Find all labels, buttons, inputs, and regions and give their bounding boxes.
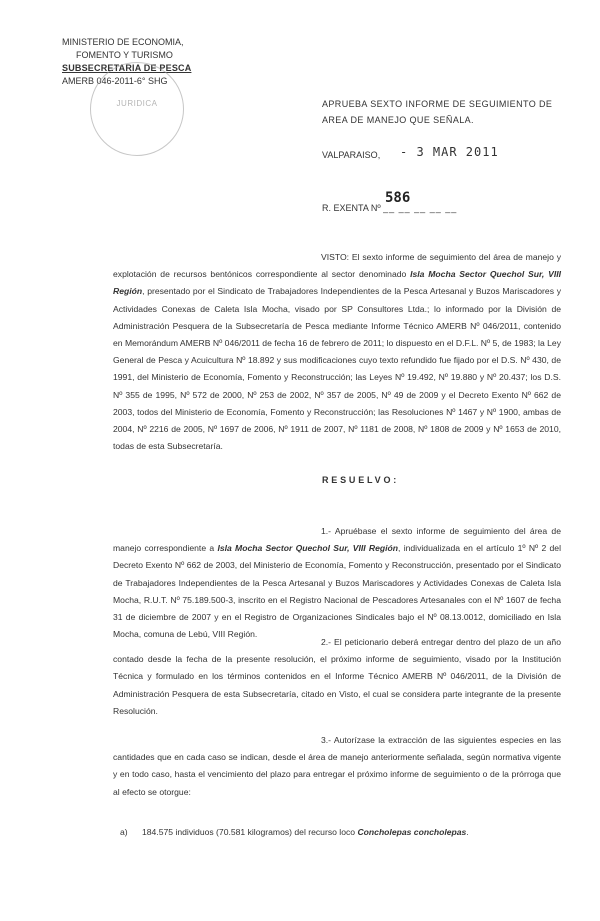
item-a-text: 184.575 individuos (70.581 kilogramos) del recurso loco: [142, 827, 358, 837]
visto-sector-name: Isla Mocha Sector Quechol Sur, VIII Región: [113, 269, 561, 297]
header-line-4: AMERB 046-2011-6° SHG: [62, 76, 168, 86]
seal-text: JURIDICA: [116, 99, 158, 108]
header-line-3: SUBSECRETARIA DE PESCA: [62, 63, 192, 73]
paragraph-2: [113, 634, 561, 720]
visto-text-1: El sexto informe de seguimiento del área de manejo y explotación de recursos bentónicos correspondiente al sector denominado: [113, 252, 561, 280]
resuelvo-heading: RESUELVO:: [322, 475, 400, 485]
paragraph-1: [113, 523, 561, 643]
header-line-2: FOMENTO Y TURISMO: [76, 50, 173, 60]
para3-text: 3.- Autorízase la extracción de las siguientes especies en las cantidades que en cada caso se indican, desde el área de manejo anteriormente señalada, según normativa vigente y en todo caso, hasta el vencimiento del plazo para entregar el próximo informe de seguimiento o de la prórroga que al efecto se otorgue:: [113, 735, 561, 797]
para1-text-1: 1.- Apruébase el sexto informe de seguimiento del área de manejo correspondiente a: [113, 526, 561, 554]
document-title: APRUEBA SEXTO INFORME DE SEGUIMIENTO DE AREA DE MANEJO QUE SEÑALA.: [322, 99, 553, 125]
item-a-label: a): [120, 827, 128, 837]
resolution-underline: __ __ __ __ __: [383, 203, 458, 213]
item-a-end: .: [466, 827, 469, 837]
para2-text: 2.- El peticionario deberá entregar dentro del plazo de un año contado desde la fecha de la presente resolución, el próximo informe de seguimiento, visado por la Institución Técnica y formulado en los términos contenidos en el Informe Técnico AMERB Nº 046/2011, de la División de Administración Pesquera de esta Subsecretaría, citado en Visto, el cual se considera parte integrante de la presente Resolución.: [113, 637, 561, 716]
header-line-1: MINISTERIO DE ECONOMIA,: [62, 37, 184, 47]
item-a-species: Concholepas concholepas: [357, 827, 467, 837]
juridica-seal-stamp: [90, 62, 184, 156]
place-label: VALPARAISO,: [322, 150, 381, 160]
list-item-a: [120, 827, 469, 837]
visto-lead: VISTO:: [321, 252, 350, 262]
resolution-line: [322, 203, 457, 213]
visto-text-2: , presentado por el Sindicato de Trabajadores Independientes de la Pesca Artesanal y Buzos Mariscadores y Actividades Conexas de Caleta Isla Mocha, visado por SP Consultores Ltda.; lo informado por la División de Administración Pesquera de la Subsecretaría de Pesca mediante Informe Técnico AMERB Nº 046/2011, contenido en Memorándum AMERB Nº 046/2011 de fecha 16 de febrero de 2011; lo dispuesto en el D.F.L. Nº 5, de 1983; la Ley General de Pesca y Acuicultura Nº 18.892 y sus modificaciones cuyo texto refundido fue fijado por el D.S. Nº 430, de 1991, del Ministerio de Economía, Fomento y Reconstrucción; las Leyes Nº 19.492, Nº 19.880 y Nº 20.437; los D.S. Nº 355 de 1995, Nº 572 de 2000, Nº 253 de 2002, Nº 357 de 2005, Nº 49 de 2009 y el Decreto Exento Nº 662 de 2003, todos del Ministerio de Economía, Fomento y Reconstrucción; las Resoluciones Nº 1467 y Nº 1900, ambas de 2004, Nº 2216 de 2005, Nº 1697 de 2006, Nº 1911 de 2007, Nº 1181 de 2008, Nº 1808 de 2009 y Nº 1653 de 2010, todas de esta Subsecretaría.: [113, 286, 561, 452]
para1-text-2: , individualizada en el artículo 1º Nº 2 del Decreto Exento Nº 662 de 2003, del Ministerio de Economía, Fomento y Reconstrucción, presentado por el Sindicato de Trabajadores Independientes de la Pesca Artesanal y Buzos Mariscadores y Actividades Conexas de Caleta Isla Mocha, R.U.T. Nº 75.189.500-3, inscrito en el Registro Nacional de Pescadores Artesanales con el Nº 1607 de fecha 31 de diciembre de 2007 y en el Registro de Organizaciones Sindicales bajo el Nº 08.13.0012, domiciliado en Isla Mocha, comuna de Lebú, VIII Región.: [113, 543, 561, 640]
resolution-number: 586: [385, 190, 411, 206]
resolution-label: R. EXENTA Nº: [322, 203, 381, 213]
visto-paragraph: [113, 249, 561, 455]
paragraph-3: [113, 732, 561, 801]
para1-sector-name: Isla Mocha Sector Quechol Sur, VIII Región: [217, 543, 399, 554]
date-stamp: - 3 MAR 2011: [400, 145, 499, 159]
